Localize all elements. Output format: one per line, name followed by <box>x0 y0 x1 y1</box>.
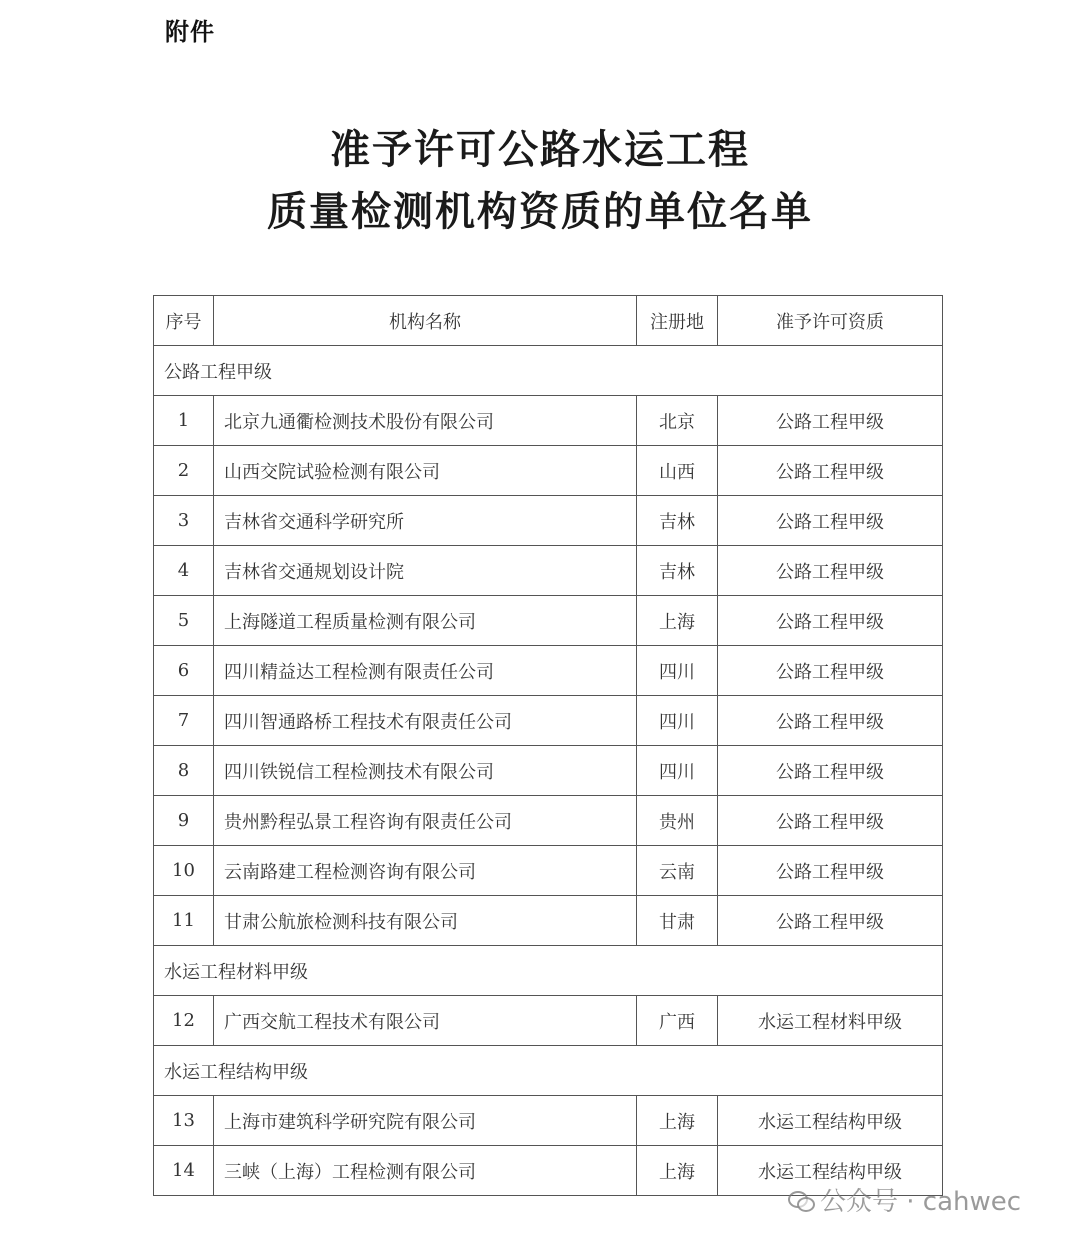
registration-place: 四川 <box>637 696 718 746</box>
row-number: 3 <box>154 496 214 546</box>
section-row <box>154 946 943 996</box>
header-place: 注册地 <box>637 296 718 346</box>
section-row <box>154 1046 943 1096</box>
institution-name: 吉林省交通规划设计院 <box>214 546 637 596</box>
institution-name: 吉林省交通科学研究所 <box>214 496 637 546</box>
approved-qualification: 公路工程甲级 <box>718 646 943 696</box>
approved-qualification: 水运工程结构甲级 <box>718 1146 943 1196</box>
registration-place: 四川 <box>637 746 718 796</box>
registration-place: 吉林 <box>637 496 718 546</box>
section-row <box>154 346 943 396</box>
table-row <box>154 696 943 746</box>
approved-qualification: 公路工程甲级 <box>718 546 943 596</box>
institution-name: 四川智通路桥工程技术有限责任公司 <box>214 696 637 746</box>
approved-qualification: 水运工程结构甲级 <box>718 1096 943 1146</box>
approved-qualification: 公路工程甲级 <box>718 596 943 646</box>
table-row <box>154 846 943 896</box>
table-row <box>154 646 943 696</box>
institution-name: 四川铁锐信工程检测技术有限公司 <box>214 746 637 796</box>
row-number: 7 <box>154 696 214 746</box>
approved-qualification: 公路工程甲级 <box>718 896 943 946</box>
approved-qualification: 公路工程甲级 <box>718 396 943 446</box>
institution-name: 上海市建筑科学研究院有限公司 <box>214 1096 637 1146</box>
row-number: 6 <box>154 646 214 696</box>
table-row <box>154 996 943 1046</box>
approved-qualification: 公路工程甲级 <box>718 496 943 546</box>
table-row <box>154 496 943 546</box>
row-number: 4 <box>154 546 214 596</box>
row-number: 10 <box>154 846 214 896</box>
registration-place: 四川 <box>637 646 718 696</box>
section-label: 公路工程甲级 <box>154 346 943 396</box>
attachment-label: 附件 <box>165 18 215 46</box>
table-header-row <box>154 296 943 346</box>
registration-place: 北京 <box>637 396 718 446</box>
table-row <box>154 746 943 796</box>
table-row <box>154 796 943 846</box>
table-row <box>154 396 943 446</box>
header-name: 机构名称 <box>214 296 637 346</box>
approved-qualification: 公路工程甲级 <box>718 796 943 846</box>
institution-name: 云南路建工程检测咨询有限公司 <box>214 846 637 896</box>
row-number: 13 <box>154 1096 214 1146</box>
table-row <box>154 896 943 946</box>
row-number: 14 <box>154 1146 214 1196</box>
row-number: 1 <box>154 396 214 446</box>
table-row <box>154 546 943 596</box>
document-title-line-1: 准予许可公路水运工程 <box>330 126 750 173</box>
watermark <box>788 1181 1021 1218</box>
institution-name: 北京九通衢检测技术股份有限公司 <box>214 396 637 446</box>
registration-place: 吉林 <box>637 546 718 596</box>
approved-qualification: 公路工程甲级 <box>718 746 943 796</box>
registration-place: 上海 <box>637 1096 718 1146</box>
header-no: 序号 <box>154 296 214 346</box>
row-number: 12 <box>154 996 214 1046</box>
document-title-line-2: 质量检测机构资质的单位名单 <box>267 188 813 235</box>
table-row <box>154 596 943 646</box>
institution-table <box>153 295 943 1196</box>
row-number: 8 <box>154 746 214 796</box>
row-number: 11 <box>154 896 214 946</box>
institution-name: 四川精益达工程检测有限责任公司 <box>214 646 637 696</box>
table-row <box>154 1096 943 1146</box>
approved-qualification: 公路工程甲级 <box>718 446 943 496</box>
table-body <box>154 346 943 1196</box>
approved-qualification: 水运工程材料甲级 <box>718 996 943 1046</box>
registration-place: 上海 <box>637 1146 718 1196</box>
institution-name: 甘肃公航旅检测科技有限公司 <box>214 896 637 946</box>
institution-name: 贵州黔程弘景工程咨询有限责任公司 <box>214 796 637 846</box>
section-label: 水运工程结构甲级 <box>154 1046 943 1096</box>
approved-qualification: 公路工程甲级 <box>718 696 943 746</box>
header-qualification: 准予许可资质 <box>718 296 943 346</box>
row-number: 9 <box>154 796 214 846</box>
registration-place: 广西 <box>637 996 718 1046</box>
institution-name: 广西交航工程技术有限公司 <box>214 996 637 1046</box>
watermark-text: 公众号 · cahwec <box>820 1187 1022 1217</box>
registration-place: 山西 <box>637 446 718 496</box>
approved-qualification: 公路工程甲级 <box>718 846 943 896</box>
registration-place: 云南 <box>637 846 718 896</box>
row-number: 5 <box>154 596 214 646</box>
section-label: 水运工程材料甲级 <box>154 946 943 996</box>
table-row <box>154 446 943 496</box>
registration-place: 甘肃 <box>637 896 718 946</box>
institution-name: 上海隧道工程质量检测有限公司 <box>214 596 637 646</box>
row-number: 2 <box>154 446 214 496</box>
registration-place: 上海 <box>637 596 718 646</box>
institution-name: 三峡（上海）工程检测有限公司 <box>214 1146 637 1196</box>
institution-name: 山西交院试验检测有限公司 <box>214 446 637 496</box>
registration-place: 贵州 <box>637 796 718 846</box>
wechat-bubbles-icon <box>788 1189 814 1211</box>
